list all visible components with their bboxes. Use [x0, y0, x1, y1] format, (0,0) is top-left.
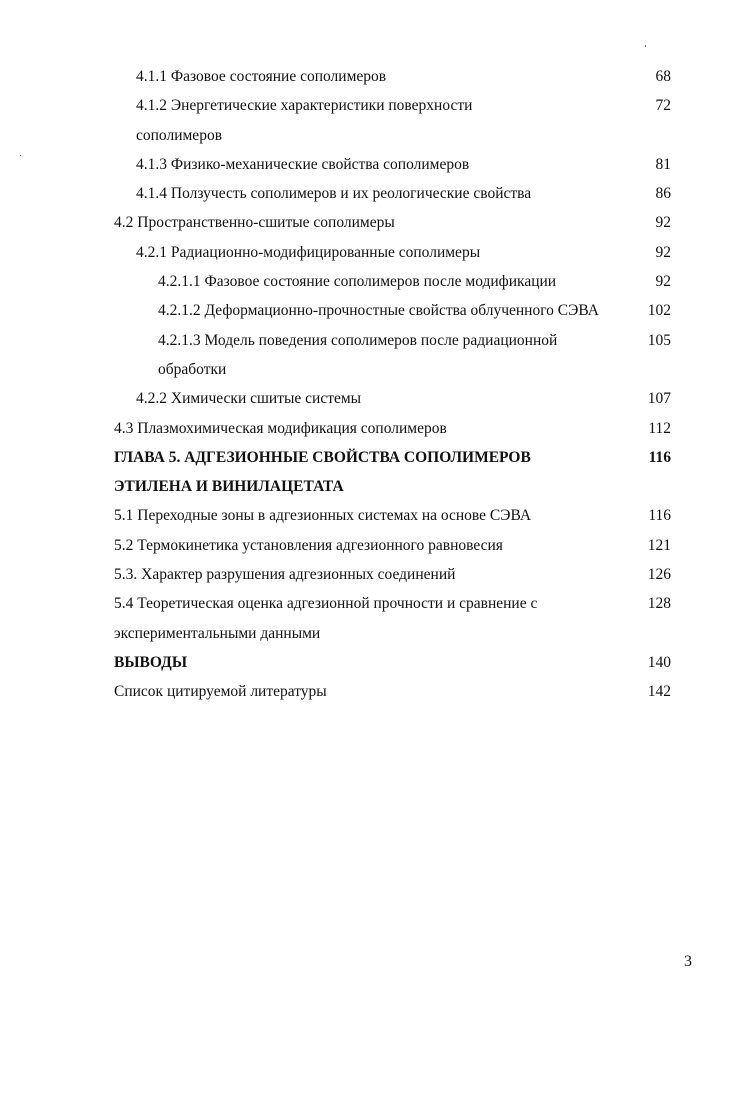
- toc-entry: [0, 150, 733, 179]
- page-number: 3: [684, 953, 692, 970]
- toc-entry-page: 92: [655, 214, 671, 232]
- toc-entry-title: Список цитируемой литературы: [114, 683, 327, 701]
- scan-speck: [645, 45, 646, 47]
- toc-entry-page: 126: [647, 566, 671, 584]
- toc-entry: [0, 560, 733, 589]
- toc-entry: [0, 238, 733, 267]
- toc-entry-page: 102: [647, 302, 671, 320]
- toc-entry: [0, 296, 733, 325]
- toc-entry-title: 4.2.2 Химически сшитые системы: [136, 390, 362, 408]
- toc-entry-title: 4.1.3 Физико-механические свойства сополимеров: [136, 155, 470, 173]
- table-of-contents: [0, 62, 733, 707]
- toc-entry-title: ГЛАВА 5. АДГЕЗИОННЫЕ СВОЙСТВА СОПОЛИМЕРОВ ЭТИЛЕНА И ВИНИЛАЦЕТАТА: [114, 448, 531, 496]
- toc-entry-title: 4.2.1.3 Модель поведения сополимеров после радиационной обработки: [158, 331, 558, 378]
- toc-entry: [0, 267, 733, 296]
- toc-entry-title: 4.1.2 Энергетические характеристики поверхности сополимеров: [136, 97, 473, 144]
- toc-entry-page: 86: [655, 185, 671, 203]
- toc-entry-title: 5.2 Термокинетика установления адгезионного равновесия: [114, 536, 503, 554]
- toc-entry: [0, 677, 733, 706]
- toc-entry: [0, 589, 733, 648]
- toc-entry: [0, 326, 733, 385]
- toc-entry-page: 72: [655, 97, 671, 115]
- toc-entry-page: 92: [655, 243, 671, 261]
- toc-entry-page: 121: [647, 536, 671, 554]
- toc-entry: [0, 414, 733, 443]
- toc-entry-title: 4.2.1.1 Фазовое состояние сополимеров после модификации: [158, 273, 557, 291]
- toc-entry-title: 4.2.1 Радиационно-модифицированные сополимеры: [136, 243, 481, 261]
- conclusions-heading: [0, 648, 733, 677]
- toc-entry-page: 142: [647, 683, 671, 701]
- toc-entry-title: 5.4 Теоретическая оценка адгезионной прочности и сравнение с экспериментальными данными: [114, 595, 538, 642]
- scan-speck: [20, 155, 21, 156]
- chapter-heading: [0, 443, 733, 502]
- toc-entry-page: 68: [655, 68, 671, 85]
- toc-entry-page: 107: [647, 390, 671, 408]
- toc-entry-title: 4.2.1.2 Деформационно-прочностные свойства облученного СЭВА: [158, 302, 599, 320]
- toc-entry-page: 81: [655, 155, 671, 173]
- toc-entry-page: 128: [647, 595, 671, 613]
- toc-entry-page: 116: [648, 448, 671, 466]
- toc-entry: [0, 384, 733, 413]
- toc-entry: [0, 179, 733, 208]
- toc-entry-title: 4.1.4 Ползучесть сополимеров и их реологические свойства: [136, 185, 532, 203]
- toc-entry-title: 5.1 Переходные зоны в адгезионных системах на основе СЭВА: [114, 507, 532, 525]
- toc-entry: [0, 531, 733, 560]
- toc-entry-title: 4.2 Пространственно-сшитые сополимеры: [114, 214, 395, 232]
- toc-entry: [0, 208, 733, 237]
- toc-entry: [0, 501, 733, 530]
- toc-entry-page: 116: [648, 507, 671, 525]
- toc-entry-title: 4.3 Плазмохимическая модификация сополимеров: [114, 419, 447, 437]
- toc-entry-page: 140: [647, 653, 671, 671]
- toc-entry: [0, 91, 733, 150]
- toc-entry-title: 4.1.1 Фазовое состояние сополимеров: [136, 68, 387, 85]
- toc-entry-page: 105: [647, 331, 671, 349]
- toc-entry-title: 5.3. Характер разрушения адгезионных соединений: [114, 566, 456, 584]
- toc-entry: [0, 62, 733, 91]
- toc-entry-title: ВЫВОДЫ: [114, 653, 188, 671]
- toc-entry-page: 92: [655, 273, 671, 291]
- toc-entry-page: 112: [648, 419, 671, 437]
